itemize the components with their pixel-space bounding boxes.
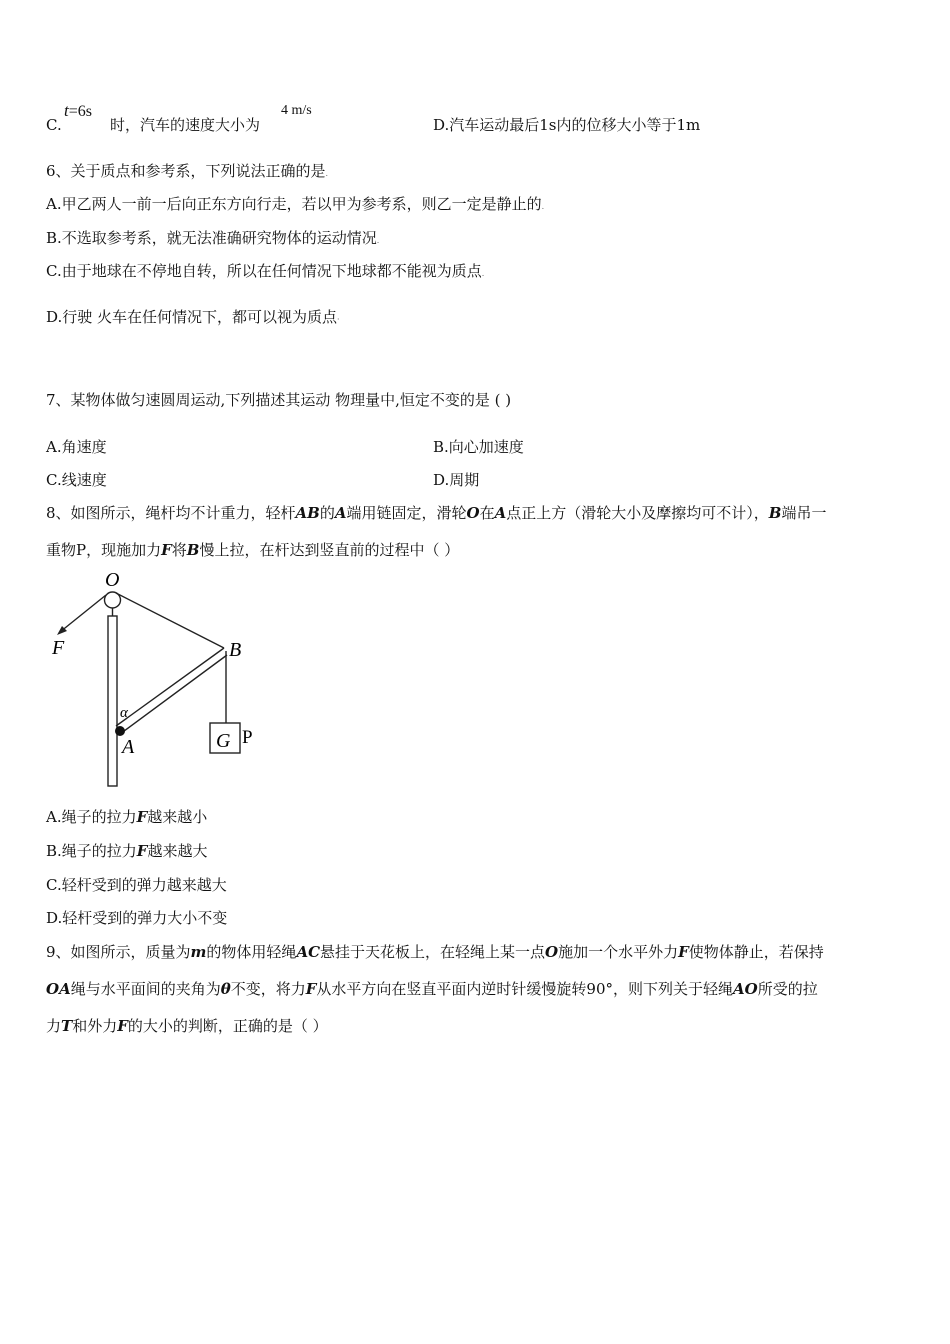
q9-stem-line3 [46,1016,328,1036]
q6-stem-text: 6、关于质点和参考系，下列说法正确的是 [46,162,326,180]
q8-option-b-text: 越来越大 [147,842,208,860]
q7-option-d: D.周期 [433,471,480,489]
label-b: B [229,639,242,661]
q8-var-a: A [494,504,507,522]
q8-option-a-text: A.绳子的拉力 [46,808,137,826]
q8-var-f: F [136,842,148,860]
q7-stem: 7、某物体做匀速圆周运动,下列描述其运动 物理量中,恒定不变的是 ( ) [46,391,512,409]
q5-math-t: t [64,101,69,120]
label-f: F [52,637,65,659]
q8-var-f: F [136,808,148,826]
q8-option-a-text: 越来越小 [147,808,208,826]
q9-var-theta: θ [220,980,231,998]
q9-text: 使物体静止，若保持 [688,943,824,961]
q9-text: 绳与水平面间的夹角为 [70,980,221,998]
q8-text: 8、如图所示，绳杆均不计重力，轻杆 [46,504,296,522]
q6-option-b: B.不选取参考系，就无法准确研究物体的运动情况. [46,229,380,247]
q7-option-b: B.向心加速度 [433,438,524,456]
q6-option-c: C.由于地球在不停地自转，所以在任何情况下地球都不能视为质点. [46,262,485,280]
q9-var-ac: AC [296,943,321,961]
q5-math-eq: =6s [68,103,92,120]
q6-option-d: D.行驶 火车在任何情况下，都可以视为质点· [46,308,340,326]
q8-text: 将 [171,541,187,559]
q5-option-c [46,115,62,135]
q8-option-c: C.轻杆受到的弹力越来越大 [46,876,227,894]
q8-figure [44,568,274,790]
q8-text: 慢上拉，在杆达到竖直前的过程中（ ） [199,541,460,559]
q8-var-b: B [768,504,782,522]
q8-text: 端用链固定，滑轮 [346,504,467,522]
label-alpha: α [120,705,128,721]
q8-text: 重物P，现施加力 [46,541,162,559]
q5-option-c-math [64,101,92,122]
q8-text: 端吊一 [781,504,827,522]
q5-option-c-prefix: C. [46,116,62,134]
q8-text: 在 [479,504,495,522]
rope-ob [116,593,224,648]
q9-stem-line2 [46,979,818,999]
q8-var-b: B [186,541,200,559]
label-a: A [122,736,135,758]
q7-option-a: A.角速度 [46,438,107,456]
label-o: O [105,569,120,591]
q8-var-ab: AB [295,504,320,522]
q8-option-b-text: B.绳子的拉力 [46,842,137,860]
q9-stem-line1 [46,942,824,962]
q9-var-f: F [305,980,317,998]
q6-option-b-text: B.不选取参考系，就无法准确研究物体的运动情况 [46,229,377,247]
rod-ab-bottom [120,655,227,734]
q8-option-a [46,807,207,827]
hinge-a [115,726,125,736]
q8-stem-line2 [46,540,459,560]
q9-text: 不变，将力 [230,980,306,998]
q7-option-c: C.线速度 [46,471,107,489]
label-p: P [242,727,253,748]
q9-text: 9、如图所示，质量为 [46,943,191,961]
q9-var-f: F [117,1017,128,1035]
q8-var-o: O [466,504,480,522]
q9-text: 力 [46,1017,62,1035]
q9-var-o: O [545,943,559,961]
q9-var-t: T [61,1017,73,1035]
rope-force [60,595,106,632]
q8-stem-line1 [46,503,827,523]
q8-text: 的 [319,504,335,522]
q6-option-c-text: C.由于地球在不停地自转，所以在任何情况下地球都不能视为质点 [46,262,482,280]
q6-option-d-text: D.行驶 火车在任何情况下，都可以视为质点 [46,308,338,326]
vertical-pole [108,616,117,786]
q9-var-ao: AO [733,980,758,998]
rod-ab-top [116,648,224,726]
q6-stem: 6、关于质点和参考系，下列说法正确的是. [46,162,329,180]
q9-text: 和外力 [72,1017,118,1035]
q9-text: 的物体用轻绳 [206,943,297,961]
q8-option-d: D.轻杆受到的弹力大小不变 [46,909,228,927]
q9-text: 从水平方向在竖直平面内逆时针缓慢旋转90°，则下列关于轻绳 [316,980,734,998]
q9-text: 的大小的判断，正确的是（ ） [127,1017,328,1035]
q8-option-b [46,841,207,861]
q9-var-f: F [678,943,689,961]
q9-text: 施加一个水平外力 [558,943,679,961]
q5-option-d: D.汽车运动最后1s内的位移大小等于1m [433,116,701,134]
q9-text: 所受的拉 [757,980,818,998]
label-g: G [216,730,231,752]
q9-text: 悬挂于天花板上，在轻绳上某一点 [320,943,546,961]
q9-var-oa: OA [46,980,71,998]
q8-text: 点正上方（滑轮大小及摩擦均可不计）， [506,504,769,522]
q9-var-m: m [190,943,207,961]
q6-option-a: A.甲乙两人一前一后向正东方向行走，若以甲为参考系，则乙一定是静止的. [46,195,545,213]
q6-option-a-text: A.甲乙两人一前一后向正东方向行走，若以甲为参考系，则乙一定是静止的 [46,195,542,213]
q8-var-f: F [161,541,172,559]
q5-option-c-text: 时，汽车的速度大小为 [110,116,261,134]
q8-var-a: A [334,504,347,522]
q5-option-c-unit: 4 m/s [281,103,312,118]
